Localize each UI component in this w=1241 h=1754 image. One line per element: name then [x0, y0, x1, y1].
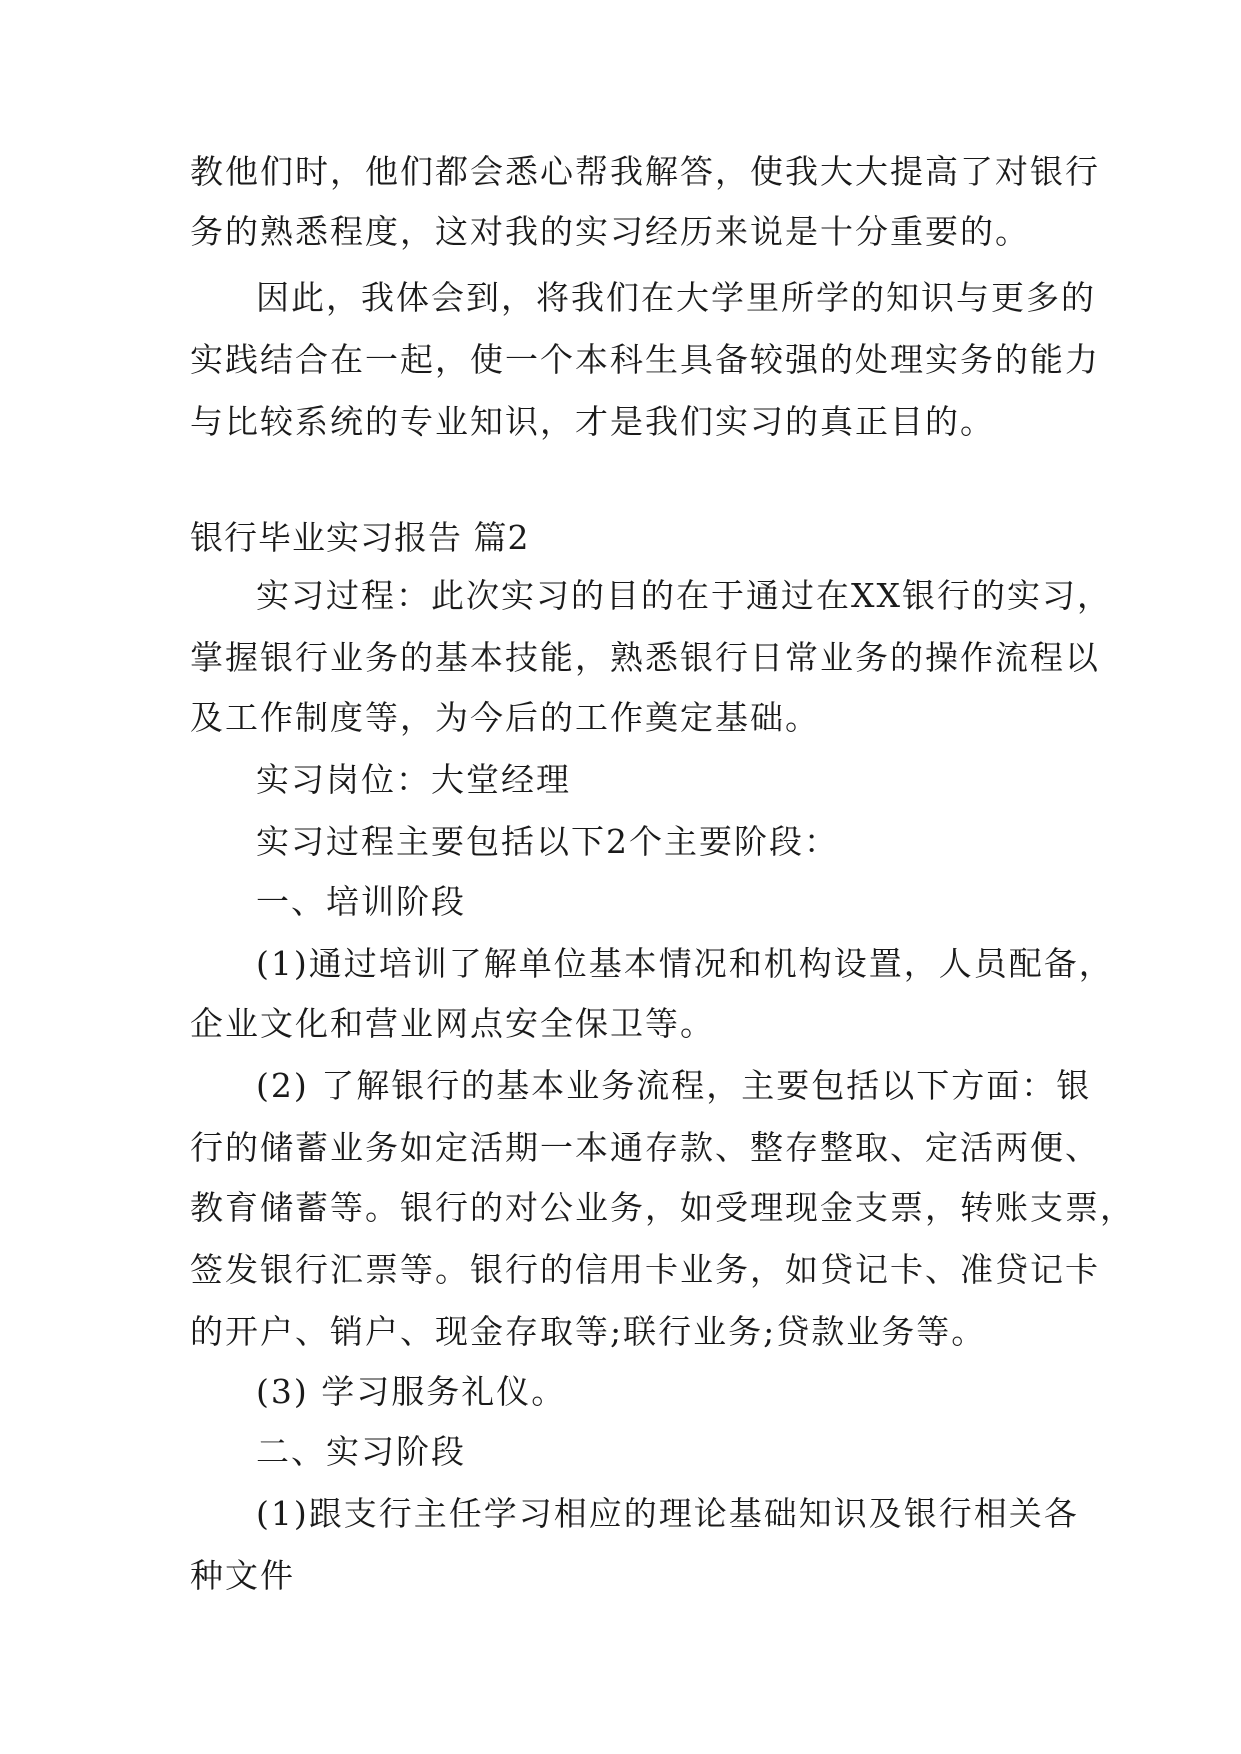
text-line: 实践结合在一起，使一个本科生具备较强的处理实务的能力 — [190, 340, 1100, 379]
stage-title: 一、培训阶段 — [256, 882, 466, 921]
text-line: (1)通过培训了解单位基本情况和机构设置，人员配备， — [256, 944, 1114, 983]
text-line: (1)跟支行主任学习相应的理论基础知识及银行相关各 — [256, 1494, 1079, 1533]
text-line: 实习岗位：大堂经理 — [256, 760, 571, 799]
text-line: 教育储蓄等。银行的对公业务，如受理现金支票，转账支票， — [190, 1188, 1135, 1227]
text-line: (3) 学习服务礼仪。 — [256, 1372, 567, 1411]
text-line: 掌握银行业务的基本技能，熟悉银行日常业务的操作流程以 — [190, 638, 1100, 677]
text-line: 行的储蓄业务如定活期一本通存款、整存整取、定活两便、 — [190, 1128, 1100, 1167]
text-line: 种文件 — [190, 1556, 295, 1595]
text-line: 教他们时，他们都会悉心帮我解答，使我大大提高了对银行 — [190, 152, 1100, 191]
text-line: 因此，我体会到，将我们在大学里所学的知识与更多的 — [256, 278, 1096, 317]
stage-title: 二、实习阶段 — [256, 1432, 466, 1471]
text-line: 务的熟悉程度，这对我的实习经历来说是十分重要的。 — [190, 212, 1030, 251]
text-line: 实习过程：此次实习的目的在于通过在XX银行的实习， — [256, 576, 1112, 615]
text-line: 实习过程主要包括以下2个主要阶段： — [256, 822, 839, 861]
section-heading: 银行毕业实习报告 篇2 — [190, 518, 530, 557]
text-line: 的开户、销户、现金存取等;联行业务;贷款业务等。 — [190, 1312, 987, 1351]
text-line: 与比较系统的专业知识，才是我们实习的真正目的。 — [190, 402, 995, 441]
text-line: 及工作制度等，为今后的工作奠定基础。 — [190, 698, 820, 737]
text-line: 签发银行汇票等。银行的信用卡业务，如贷记卡、准贷记卡 — [190, 1250, 1100, 1289]
text-line: (2) 了解银行的基本业务流程，主要包括以下方面：银 — [256, 1066, 1092, 1105]
text-line: 企业文化和营业网点安全保卫等。 — [190, 1004, 715, 1043]
